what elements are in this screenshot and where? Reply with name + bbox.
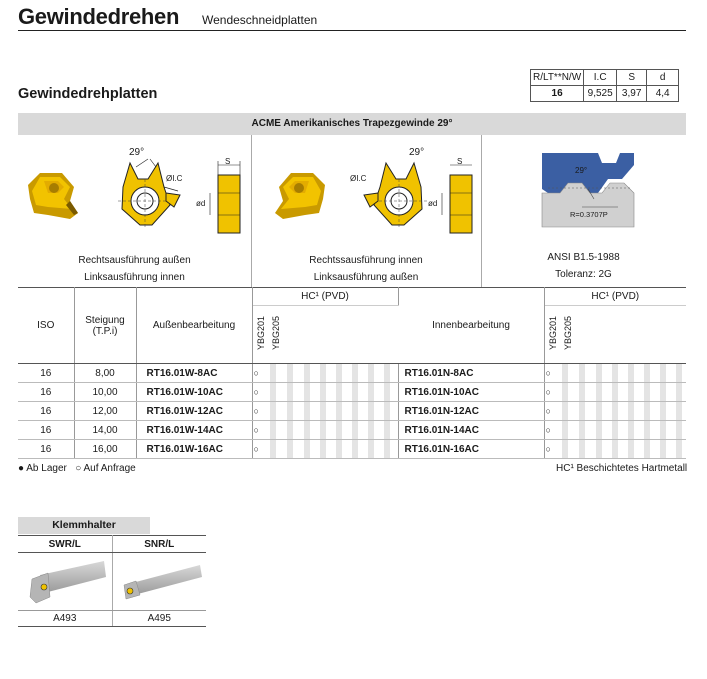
pitch-header — [74, 288, 136, 364]
grade-fill-cell — [586, 402, 686, 421]
profile-standard: ANSI B1.5-1988 — [547, 252, 620, 263]
profile-tolerance: Toleranz: 2G — [555, 269, 612, 280]
grade-header-cell — [544, 306, 686, 364]
page-header — [18, 4, 686, 31]
int-code-cell: RT16.01N-10AC — [398, 383, 544, 402]
panel2-line1: Rechtssausführung innen — [309, 255, 423, 266]
grade-fill-cell — [586, 383, 686, 402]
pitch-cell: 12,00 — [74, 402, 136, 421]
grade-fill-cell — [277, 440, 294, 459]
ext-header: Außenbearbeitung — [136, 288, 252, 364]
grade-fill-cell — [552, 440, 569, 459]
stock-mark-cell: ○ — [252, 402, 260, 421]
grade-fill-cell — [260, 383, 277, 402]
legend-on-request: ○ Auf Anfrage — [75, 463, 136, 474]
dim-header: d — [647, 70, 679, 86]
legend-hc-note: HC¹ Beschichtetes Hartmetall — [556, 463, 688, 474]
grade-fill-cell — [277, 364, 294, 383]
stock-mark-cell: ○ — [544, 364, 552, 383]
stock-mark-cell: ○ — [544, 402, 552, 421]
dim-value: 4,4 — [647, 86, 679, 102]
s-label: S — [225, 157, 231, 166]
insert-image-row — [18, 135, 686, 287]
dim-header: I.C — [584, 70, 617, 86]
int-code-cell: RT16.01N-12AC — [398, 402, 544, 421]
tpi-label: (T.P.i) — [92, 325, 118, 337]
dim-value: 9,525 — [584, 86, 617, 102]
pitch-cell: 8,00 — [74, 364, 136, 383]
iso-cell: 16 — [18, 402, 74, 421]
holder-table — [18, 535, 206, 627]
grade-fill-cell — [586, 421, 686, 440]
int-code-cell: RT16.01N-16AC — [398, 440, 544, 459]
grade-fill-cell — [569, 364, 586, 383]
grade-columns — [545, 306, 645, 363]
grade-fill-cell — [277, 421, 294, 440]
hc-header: HC¹ (PVD) — [544, 288, 686, 306]
page-subtitle: Wendeschneidplatten — [202, 13, 318, 27]
legend-in-stock: ● Ab Lager — [18, 463, 67, 474]
ic-label: ØI.C — [166, 174, 183, 183]
dim-header: S — [617, 70, 647, 86]
ext-code-cell: RT16.01W-12AC — [136, 402, 252, 421]
grade-fill-cell — [294, 364, 398, 383]
iso-cell: 16 — [18, 364, 74, 383]
grade-fill-cell — [552, 364, 569, 383]
d-label: ød — [428, 199, 438, 208]
page-title: Gewindedrehen — [18, 4, 180, 29]
ext-code-cell: RT16.01W-16AC — [136, 440, 252, 459]
table-row — [18, 402, 686, 421]
d-label: ød — [196, 199, 206, 208]
product-rows — [18, 364, 686, 459]
insert-drawing-left — [251, 135, 481, 250]
ext-code-cell: RT16.01W-10AC — [136, 383, 252, 402]
grade-label: YBG201 — [547, 315, 558, 351]
holder-snr-image — [112, 553, 206, 611]
holder-swr-header: SWR/L — [18, 536, 112, 553]
insert-side-view — [210, 161, 240, 233]
grade-fill-cell — [569, 421, 586, 440]
grade-fill-cell — [569, 440, 586, 459]
insert-photo-icon-mirror — [275, 173, 325, 219]
stock-mark-cell: ○ — [544, 440, 552, 459]
grade-fill-cell — [569, 383, 586, 402]
grade-fill-cell — [277, 402, 294, 421]
pitch-cell: 16,00 — [74, 440, 136, 459]
ext-code-cell: RT16.01W-8AC — [136, 364, 252, 383]
grade-fill-cell — [294, 421, 398, 440]
holder-swr-icon — [20, 553, 110, 607]
insert-side-view — [442, 165, 472, 233]
int-code-cell: RT16.01N-14AC — [398, 421, 544, 440]
table-row — [18, 383, 686, 402]
angle-label: 29° — [129, 147, 145, 158]
grade-col — [562, 308, 574, 361]
holder-snr-icon — [114, 553, 204, 607]
holder-title: Klemmhalter — [18, 517, 150, 534]
iso-cell: 16 — [18, 440, 74, 459]
grade-columns — [253, 306, 357, 363]
iso-cell: 16 — [18, 421, 74, 440]
grade-fill-cell — [277, 383, 294, 402]
product-table — [18, 287, 686, 459]
grade-label: YBG205 — [270, 315, 281, 351]
profile-radius-label: R=0.3707P — [570, 210, 608, 219]
thread-type-band: ACME Amerikanisches Trapezgewinde 29° — [18, 113, 686, 135]
grade-label: YBG205 — [562, 315, 573, 351]
grade-fill-cell — [294, 383, 398, 402]
stock-mark-cell: ○ — [544, 383, 552, 402]
panel1-line2: Linksausführung innen — [84, 272, 185, 283]
grade-fill-cell — [552, 383, 569, 402]
dimension-table — [530, 69, 679, 102]
grade-col — [270, 308, 282, 361]
grade-fill-cell — [294, 440, 398, 459]
holder-snr-header: SNR/L — [112, 536, 206, 553]
ext-code-cell: RT16.01W-14AC — [136, 421, 252, 440]
insert-front-view-mirror — [364, 163, 427, 227]
pitch-label: Steigung — [85, 314, 125, 326]
holder-snr-code: A495 — [112, 611, 206, 627]
iso-header: ISO — [18, 288, 74, 364]
holder-swr-code: A493 — [18, 611, 112, 627]
grade-fill-cell — [569, 402, 586, 421]
grade-fill-cell — [260, 421, 277, 440]
stock-mark-cell: ○ — [252, 383, 260, 402]
divider — [481, 135, 482, 287]
stock-mark-cell: ○ — [252, 364, 260, 383]
s-label: S — [457, 157, 463, 166]
dim-value: 16 — [531, 86, 584, 102]
iso-cell: 16 — [18, 383, 74, 402]
pitch-cell: 10,00 — [74, 383, 136, 402]
panel1-line1: Rechtsausführung außen — [78, 255, 191, 266]
stock-mark-cell: ○ — [252, 440, 260, 459]
angle-label: 29° — [409, 147, 425, 158]
ic-label: ØI.C — [350, 174, 367, 183]
grade-fill-cell — [552, 402, 569, 421]
dim-header: R/LT**N/W — [531, 70, 584, 86]
table-row — [18, 421, 686, 440]
grade-fill-cell — [586, 440, 686, 459]
pitch-cell: 14,00 — [74, 421, 136, 440]
grade-fill-cell — [552, 421, 569, 440]
section-title: Gewindedrehplatten — [18, 86, 158, 102]
grade-fill-cell — [260, 402, 277, 421]
table-row — [18, 440, 686, 459]
holder-swr-image — [18, 553, 112, 611]
table-row — [18, 364, 686, 383]
dim-value: 3,97 — [617, 86, 647, 102]
grade-header-cell — [252, 306, 398, 364]
stock-mark-cell: ○ — [252, 421, 260, 440]
grade-label: YBG201 — [255, 315, 266, 351]
insert-photo-icon — [28, 173, 78, 219]
insert-front-view — [118, 159, 183, 227]
grade-col — [547, 308, 559, 361]
grade-col — [255, 308, 267, 361]
grade-fill-cell — [294, 402, 398, 421]
int-header: Innenbearbeitung — [398, 288, 544, 364]
legend-stock — [18, 463, 136, 474]
stock-mark-cell: ○ — [544, 421, 552, 440]
grade-fill-cell — [260, 364, 277, 383]
panel2-line2: Linksausführung außen — [313, 272, 419, 283]
profile-angle-label: 29° — [575, 166, 588, 175]
hc-header: HC¹ (PVD) — [252, 288, 398, 306]
grade-fill-cell — [260, 440, 277, 459]
grade-fill-cell — [586, 364, 686, 383]
int-code-cell: RT16.01N-8AC — [398, 364, 544, 383]
